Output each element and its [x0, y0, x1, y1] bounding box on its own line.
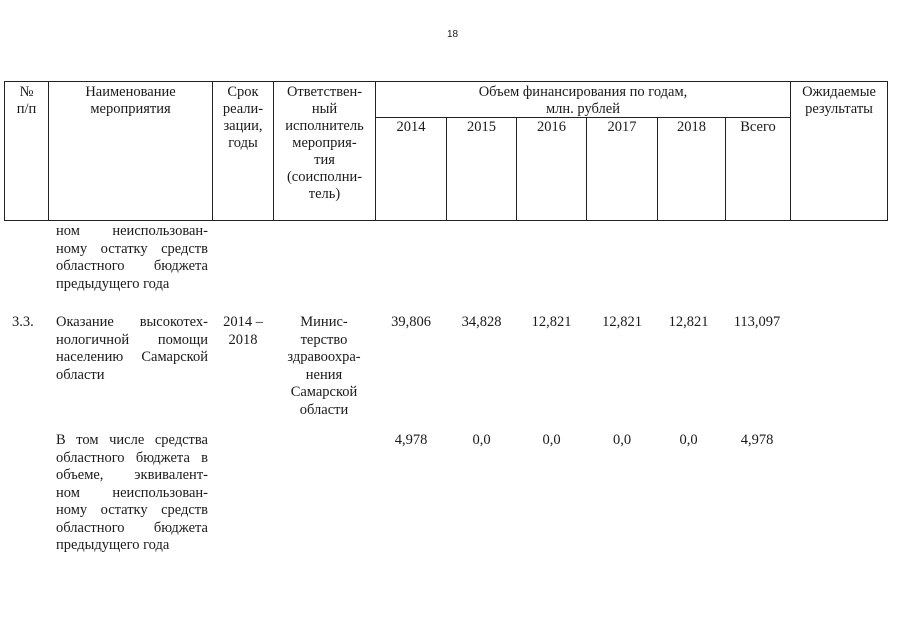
- header-border-right: [887, 81, 888, 221]
- value-2017: 0,0: [612, 432, 632, 448]
- header-results-line: Ожидаемые: [802, 84, 876, 100]
- text-line: предыдущего года: [56, 275, 170, 292]
- text-line: областного бюджета: [56, 519, 208, 536]
- header-term-line: Срок: [227, 84, 259, 100]
- text-line: терство: [300, 331, 348, 348]
- text-line: объеме, эквивалент-: [56, 467, 208, 483]
- value-2015: 0,0: [472, 432, 491, 448]
- text-line: нения: [305, 366, 343, 383]
- text-line: 2018: [228, 331, 258, 348]
- text-line: Минис-: [300, 314, 348, 330]
- value-2018: 0,0: [679, 432, 698, 448]
- header-resp-line: Ответствен-: [286, 84, 363, 100]
- header-year-2018: 2018: [677, 119, 706, 135]
- header-term-line: годы: [228, 135, 258, 151]
- page-number: 18: [446, 29, 459, 40]
- header-responsible: [274, 84, 375, 203]
- value-2014: 4,978: [394, 432, 428, 448]
- header-resp-line: ный: [311, 101, 338, 117]
- header-results: [791, 84, 887, 118]
- text-line: Самарской: [290, 384, 358, 400]
- text-line: ному остатку средств: [56, 502, 208, 518]
- text-line: предыдущего года: [56, 537, 170, 553]
- value-total: 113,097: [733, 314, 781, 330]
- text-line: области: [299, 401, 349, 418]
- text-line: нологичной помощи: [56, 331, 208, 348]
- header-no-line: №: [19, 84, 34, 100]
- text-line: областного бюджета в: [56, 449, 208, 466]
- header-term: [213, 84, 273, 152]
- value-2018: 12,821: [668, 314, 709, 330]
- text-line: Оказание высокотех-: [56, 314, 208, 330]
- header-name: [49, 84, 212, 118]
- value-2015: 34,828: [461, 314, 502, 330]
- header-year-2016: 2016: [537, 119, 566, 135]
- header-term-line: реали-: [222, 101, 264, 117]
- header-results-line: результаты: [805, 101, 873, 117]
- text-line: здравоохра-: [287, 349, 361, 365]
- header-term-line: зации,: [223, 118, 263, 134]
- value-2014: 39,806: [391, 314, 431, 330]
- header-name-line: мероприятия: [90, 101, 171, 117]
- header-resp-line: исполнитель: [285, 118, 364, 134]
- header-year-total: Всего: [740, 119, 776, 135]
- header-resp-line: мероприя-: [292, 135, 357, 151]
- header-resp-line: тель): [308, 186, 341, 202]
- header-name-line: Наименование: [85, 84, 176, 100]
- row-name: [56, 432, 208, 555]
- text-line: В том числе средства: [56, 432, 208, 448]
- text-line: области: [56, 366, 105, 383]
- text-line: ном неиспользован-: [56, 484, 208, 501]
- row-term: [215, 314, 271, 349]
- header-funding-line: Объем финансирования по годам,: [478, 84, 688, 100]
- header-top-border: [4, 81, 888, 82]
- text-line: 2014 –: [223, 314, 263, 330]
- text-line: населению Самарской: [56, 349, 208, 365]
- value-2016: 12,821: [531, 314, 572, 330]
- value-total: 4,978: [740, 432, 774, 448]
- text-line: ному остатку средств: [56, 240, 208, 257]
- header-no: [5, 84, 48, 118]
- header-funding: [376, 84, 790, 118]
- header-year-2017: 2017: [607, 119, 637, 135]
- header-resp-line: (соисполни-: [286, 169, 363, 185]
- row-name: [56, 314, 208, 384]
- row-number: 3.3.: [12, 314, 34, 330]
- header-no-line: п/п: [16, 101, 37, 117]
- header-year-2014: 2014: [396, 119, 426, 135]
- continuation-text: [56, 223, 208, 293]
- header-year-2015: 2015: [467, 119, 496, 135]
- header-funding-line: млн. рублей: [546, 101, 620, 117]
- value-2017: 12,821: [602, 314, 642, 330]
- row-responsible: [276, 314, 372, 419]
- text-line: областного бюджета: [56, 258, 208, 274]
- text-line: ном неиспользован-: [56, 223, 208, 239]
- header-resp-line: тия: [314, 152, 335, 168]
- table-header: [4, 81, 888, 221]
- value-2016: 0,0: [542, 432, 561, 448]
